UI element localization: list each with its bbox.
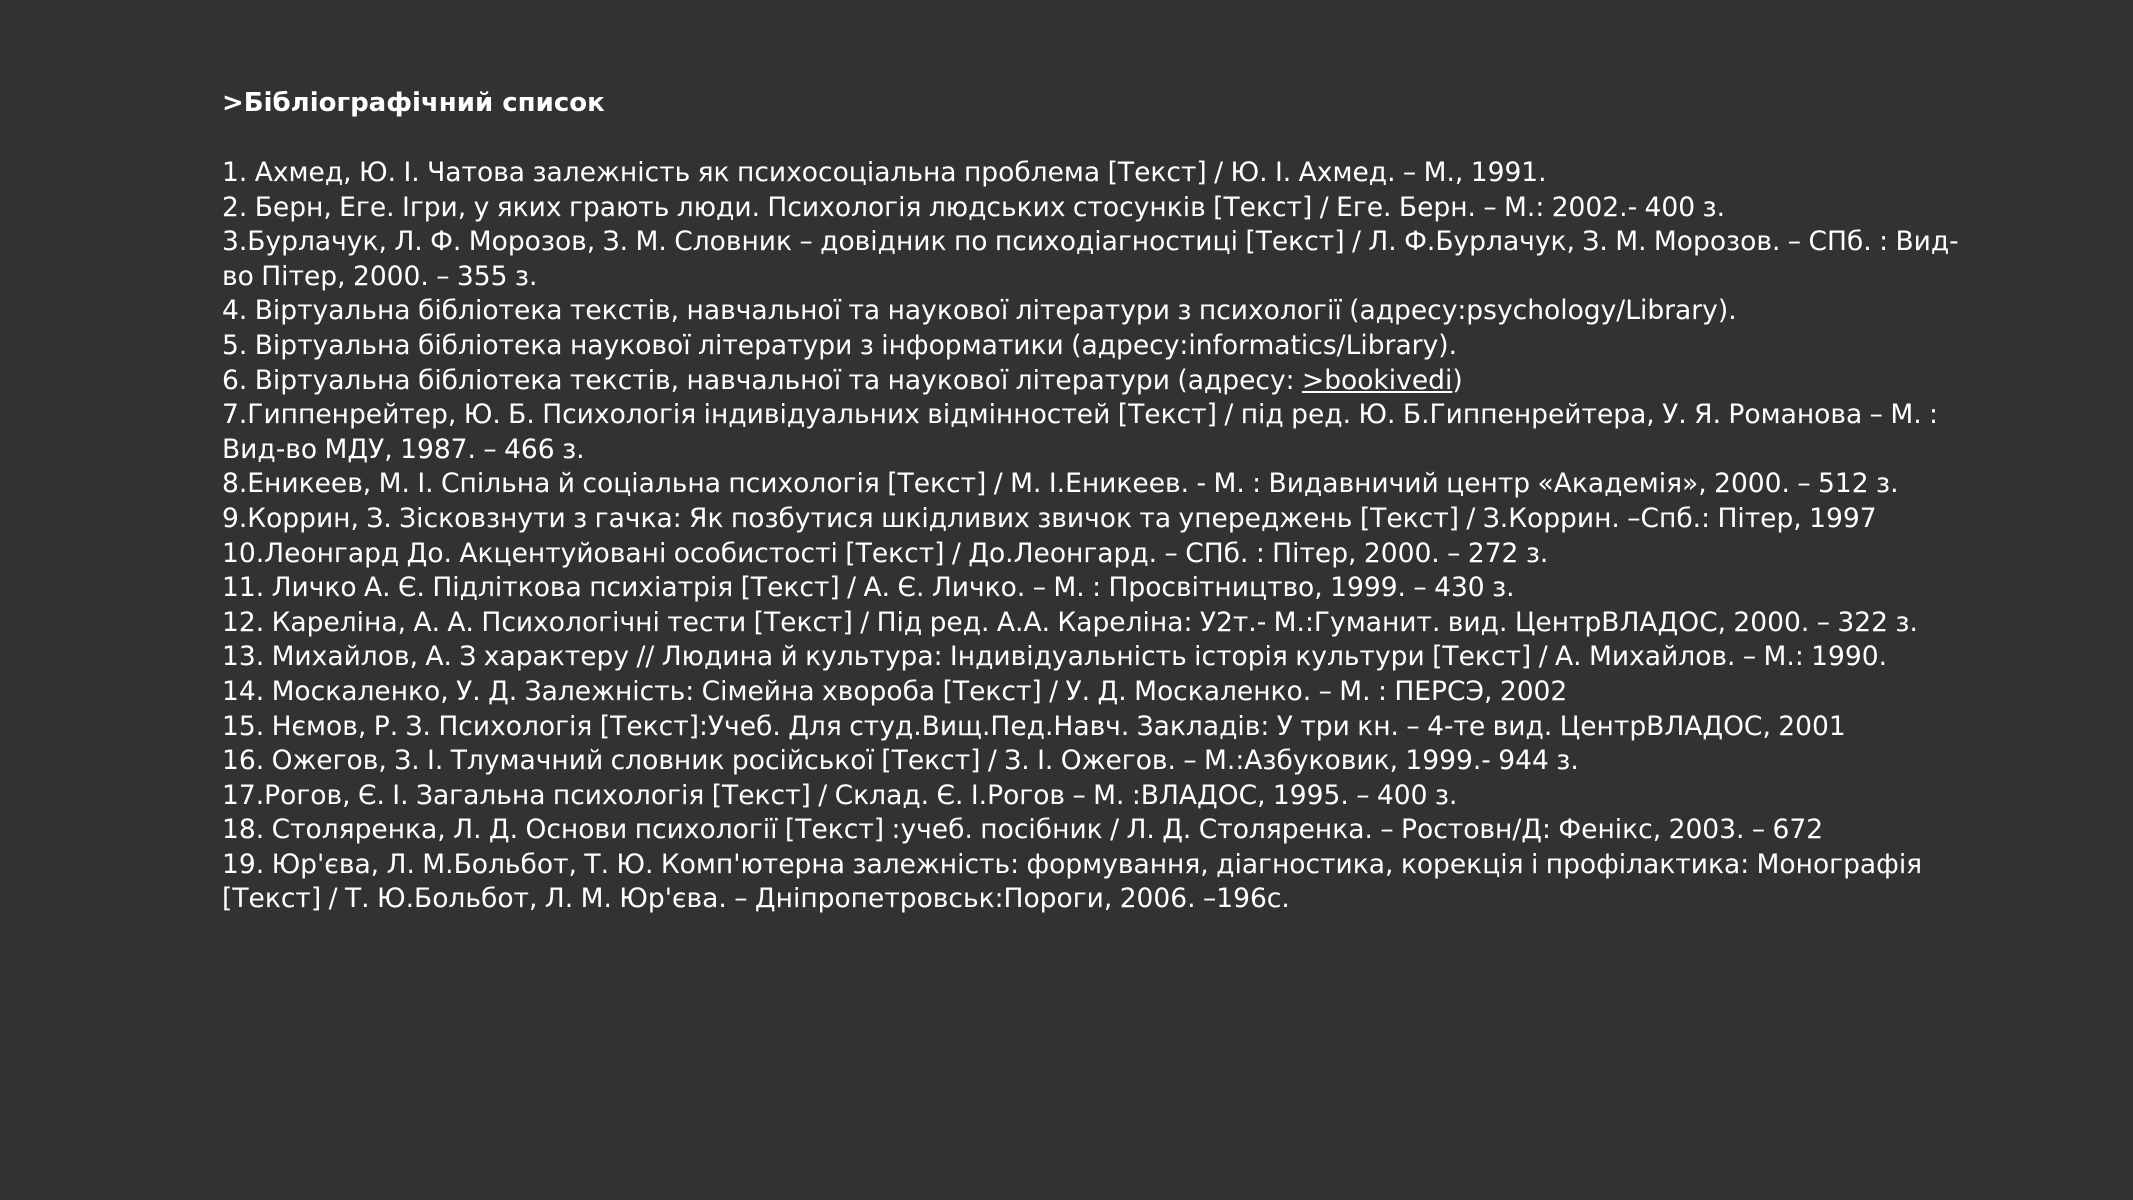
reference-item: 15. Нємов, Р. З. Психологія [Текст]:Учеб. Для студ.Вищ.Пед.Навч. Закладів: У три кн. – 4-те вид. ЦентрВЛАДОС, 2001 <box>222 710 1846 742</box>
reference-item: 1. Ахмед, Ю. І. Чатова залежність як психосоціальна проблема [Текст] / Ю. І. Ахмед. – М., 1991. <box>222 157 1547 188</box>
reference-item: 12. Кареліна, А. А. Психологічні тести [Текст] / Під ред. А.А. Кареліна: У2т.- М.:Гуманит. вид. ЦентрВЛАДОС, 2000. – 322 з. <box>222 606 1918 638</box>
reference-item: 11. Личко А. Є. Підліткова психіатрія [Текст] / А. Є. Личко. – М. : Просвітництво, 1999. – 430 з. <box>222 572 1515 604</box>
reference-item: 16. Ожегов, З. І. Тлумачний словник російської [Текст] / З. І. Ожегов. – М.:Азбуковик, 1999.- 944 з. <box>222 745 1579 777</box>
bookivedi-link[interactable]: >bookivedi <box>1301 364 1453 396</box>
reference-text-after-link: ) <box>1452 364 1463 396</box>
reference-item: 18. Столяренка, Л. Д. Основи психології [Текст] :учеб. посібник / Л. Д. Столяренка. – Ростовн/Д: Фенікс, 2003. – 672 <box>222 814 1824 846</box>
reference-item: 10.Леонгард До. Акцентуйовані особистості [Текст] / До.Леонгард. – СПб. : Пітер, 2000. – 272 з. <box>222 537 1549 569</box>
slide-content <box>222 86 1982 917</box>
reference-item: 7.Гиппенрейтер, Ю. Б. Психологія індивідуальних відмінностей [Текст] / під ред. Ю. Б.Гиппенрейтера, У. Я. Романова – М. : Вид-во МДУ, 1987. – 466 з. <box>222 399 1938 465</box>
reference-item: 5. Віртуальна бібліотека наукової літератури з інформатики (адресу:informatics/Library). <box>222 329 1458 361</box>
reference-text-before-link: 6. Віртуальна бібліотека текстів, навчальної та наукової літератури (адресу: <box>222 364 1302 396</box>
reference-item: 2. Берн, Еге. Ігри, у яких грають люди. Психологія людських стосунків [Текст] / Еге. Берн. – М.: 2002.- 400 з. <box>222 191 1726 223</box>
reference-item: 14. Москаленко, У. Д. Залежність: Сімейна хвороба [Текст] / У. Д. Москаленко. – М. : ПЕРСЭ, 2002 <box>222 675 1568 707</box>
reference-item-with-link <box>222 364 1982 399</box>
reference-item: 9.Коррин, З. Зісковзнути з гачка: Як позбутися шкідливих звичок та упереджень [Текст] / З.Коррин. –Спб.: Пітер, 1997 <box>222 502 1877 534</box>
reference-item: 17.Рогов, Є. І. Загальна психологія [Текст] / Склад. Є. І.Рогов – М. :ВЛАДОС, 1995. – 400 з. <box>222 779 1458 811</box>
reference-item: 8.Еникеев, М. І. Спільна й соціальна психологія [Текст] / М. І.Еникеев. - М. : Видавничий центр «Академія», 2000. – 512 з. <box>222 468 1899 500</box>
slide-title: >Бібліографічний список <box>222 88 605 118</box>
reference-list <box>222 156 1982 917</box>
reference-item: 4. Віртуальна бібліотека текстів, навчальної та наукової літератури з психології (адресу:psychology/Library). <box>222 295 1737 327</box>
reference-item: 19. Юр'єва, Л. М.Больбот, Т. Ю. Комп'ютерна залежність: формування, діагностика, корекція і профілактика: Монографія [Текст] / Т. Ю.Больбот, Л. М. Юр'єва. – Дніпропетровськ:Пороги, 2006. –196с. <box>222 848 1923 915</box>
reference-item: 3.Бурлачук, Л. Ф. Морозов, З. М. Словник – довідник по психодіагностиці [Текст] / Л. Ф.Бурлачук, З. М. Морозов. – СПб. : Вид-во Пітер, 2000. – 355 з. <box>222 226 1959 292</box>
reference-item: 13. Михайлов, А. З характеру // Людина й культура: Індивідуальність історія культури [Текст] / А. Михайлов. – М.: 1990. <box>222 641 1888 673</box>
